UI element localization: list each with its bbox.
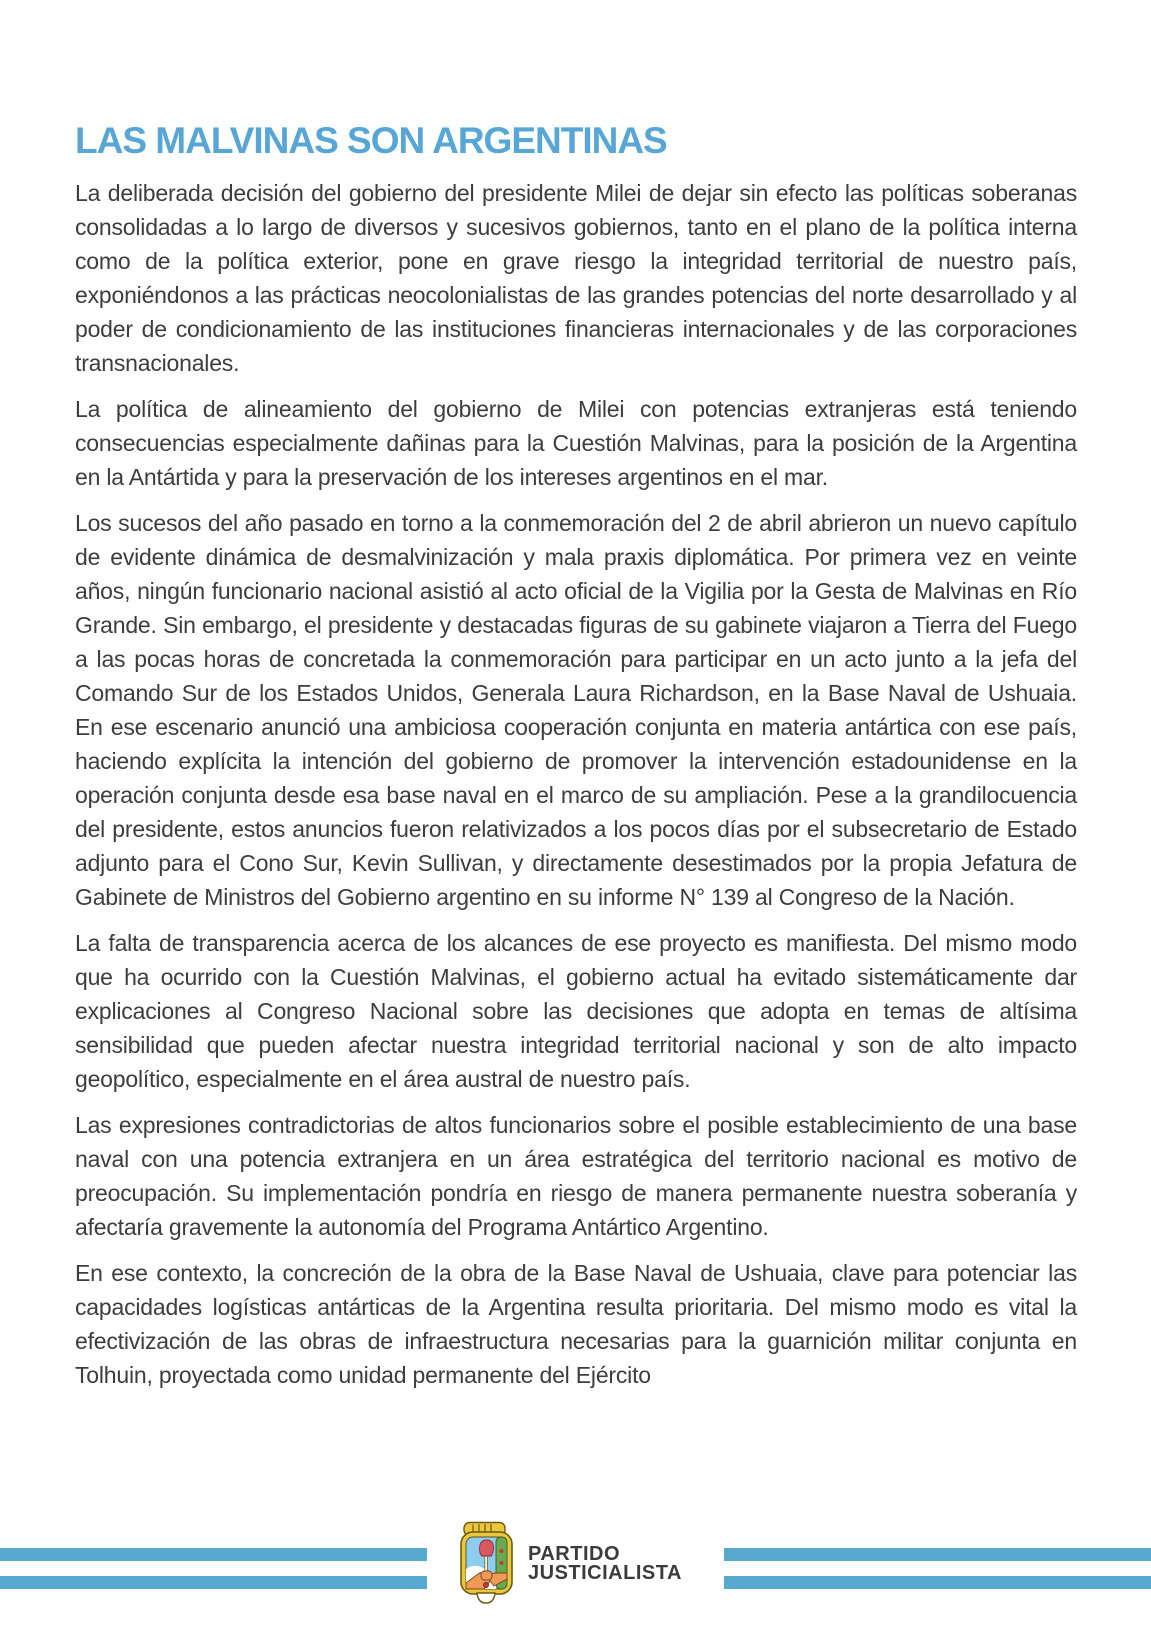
flag-stripe [724, 1576, 1151, 1589]
paragraph-4: La falta de transparencia acerca de los alcances de ese proyecto es manifiesta. Del mismo modo que ha ocurrido con la Cuestión Malvinas, el gobierno actual ha evitado sistemáticamente dar explicaciones al Congreso Nacional sobre las decisiones que adopta en temas de altísima sensibilidad que pueden afectar nuestra integridad territorial nacional y son de alto impacto geopolítico, especialmente en el área austral de nuestro país. [75, 930, 1077, 1092]
document-content [75, 122, 1077, 1392]
flag-stripes-right [724, 1548, 1151, 1604]
flag-stripes-left [0, 1548, 427, 1604]
partido-justicialista-shield-icon [458, 1521, 515, 1605]
paragraph-5: Las expresiones contradictorias de altos funcionarios sobre el posible establecimiento de una base naval con una potencia extranjera en un área estratégica del territorio nacional es motivo de preocupación. Su implementación pondría en riesgo de manera permanente nuestra soberanía y afectaría gravemente la autonomía del Programa Antártico Argentino. [75, 1112, 1077, 1240]
party-name [528, 1545, 682, 1583]
party-name-line2: JUSTICIALISTA [528, 1562, 682, 1584]
paragraph-1: La deliberada decisión del gobierno del presidente Milei de dejar sin efecto las políticas soberanas consolidadas a lo largo de diversos y sucesivos gobiernos, tanto en el plano de la política interna como de la política exterior, pone en grave riesgo la integridad territorial de nuestro país, exponiéndonos a las prácticas neocolonialistas de las grandes potencias del norte desarrollado y al poder de condicionamiento de las instituciones financieras internacionales y de las corporaciones transnacionales. [75, 180, 1077, 376]
document-body [75, 176, 1077, 1392]
flag-stripe [0, 1548, 427, 1561]
party-name-line1: PARTIDO [528, 1543, 621, 1565]
flag-stripe [724, 1548, 1151, 1561]
paragraph-3: Los sucesos del año pasado en torno a la conmemoración del 2 de abril abrieron un nuevo capítulo de evidente dinámica de desmalvinización y mala praxis diplomática. Por primera vez en veinte años, ningún funcionario nacional asistió al acto oficial de la Vigilia por la Gesta de Malvinas en Río Grande. Sin embargo, el presidente y destacadas figuras de su gabinete viajaron a Tierra del Fuego a las pocas horas de concretada la conmemoración para participar en un acto junto a la jefa del Comando Sur de los Estados Unidos, Generala Laura Richardson, en la Base Naval de Ushuaia. En ese escenario anunció una ambiciosa cooperación conjunta en materia antártica con ese país, haciendo explícita la intención del gobierno de promover la intervención estadounidense en la operación conjunta desde esa base naval en el marco de su ampliación. Pese a la grandilocuencia del presidente, estos anuncios fueron relativizados a los pocos días por el subsecretario de Estado adjunto para el Cono Sur, Kevin Sullivan, y directamente desestimados por la propia Jefatura de Gabinete de Ministros del Gobierno argentino en su informe N° 139 al Congreso de la Nación. [75, 510, 1077, 910]
flag-stripe [0, 1576, 427, 1589]
paragraph-2: La política de alineamiento del gobierno de Milei con potencias extranjeras está teniendo consecuencias especialmente dañinas para la Cuestión Malvinas, para la posición de la Argentina en la Antártida y para la preservación de los intereses argentinos en el mar. [75, 396, 1077, 490]
paragraph-6: En ese contexto, la concreción de la obra de la Base Naval de Ushuaia, clave para potenciar las capacidades logísticas antárticas de la Argentina resulta prioritaria. Del mismo modo es vital la efectivización de las obras de infraestructura necesarias para la guarnición militar conjunta en Tolhuin, proyectada como unidad permanente del Ejército [75, 1260, 1077, 1388]
page-title: LAS MALVINAS SON ARGENTINAS [75, 120, 667, 161]
